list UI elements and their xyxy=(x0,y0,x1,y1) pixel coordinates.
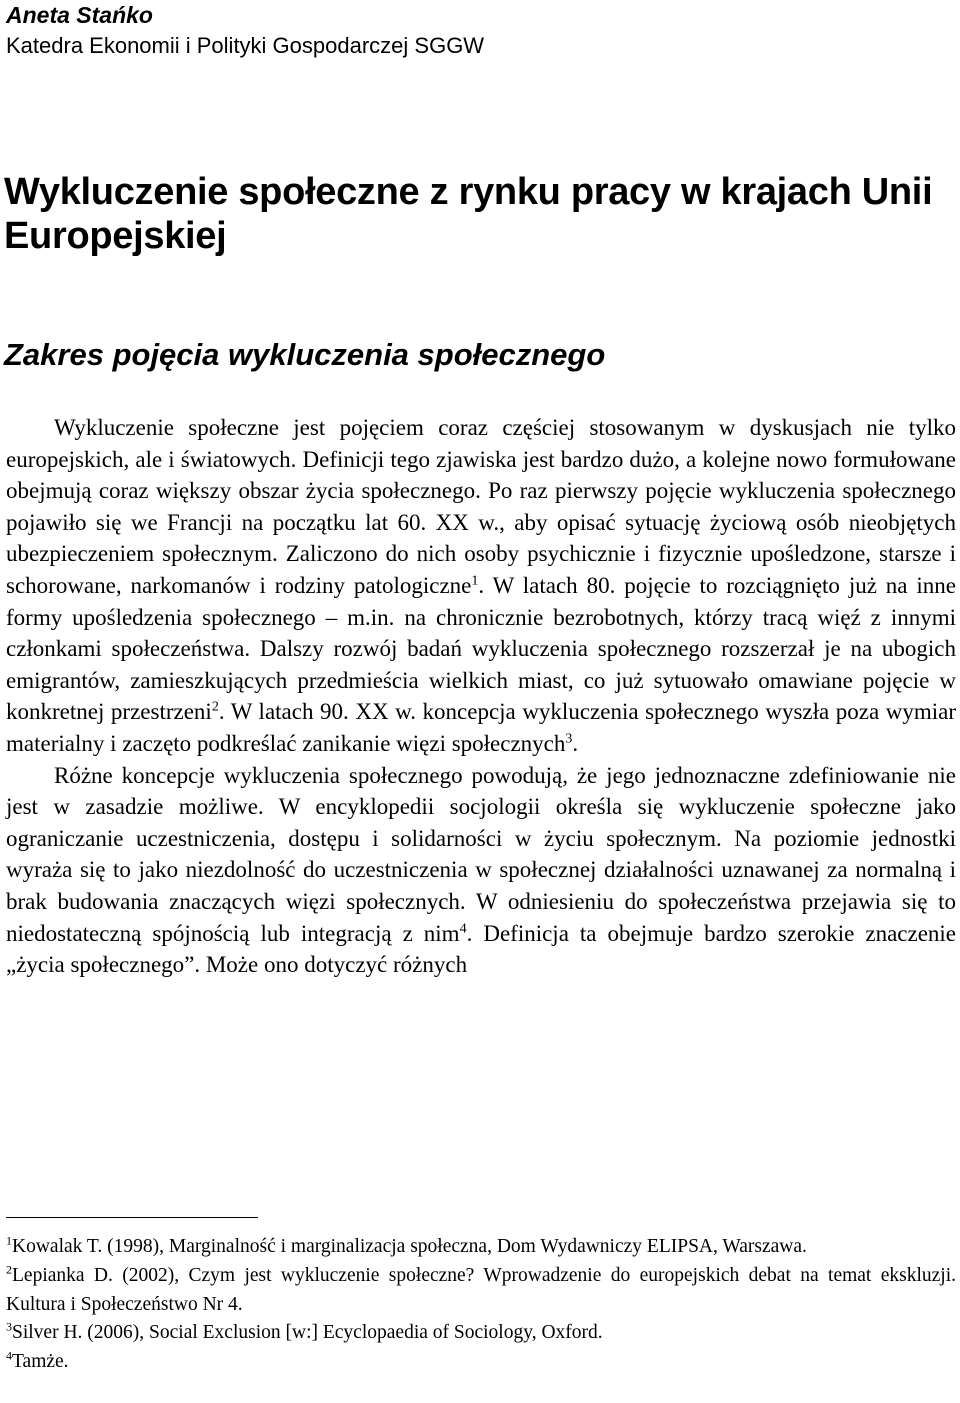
footnote-text: Tamże. xyxy=(12,1351,69,1373)
paragraph-1-text-d: . xyxy=(572,730,579,756)
footnote-1 xyxy=(6,1233,956,1262)
footnote-text: Silver H. (2006), Social Exclusion [w:] Ecyclopaedia of Sociology, Oxford. xyxy=(12,1322,603,1344)
footnote-4 xyxy=(6,1348,956,1377)
footnote-divider xyxy=(6,1217,258,1218)
author-affiliation: Katedra Ekonomii i Polityki Gospodarczej SGGW xyxy=(6,33,485,58)
paragraph-1-text-c: . W latach 90. XX w. koncepcja wykluczenia społecznego wyszła poza wymiar materialny i zaczęto podkreślać zanikanie więzi społecznych xyxy=(6,699,956,756)
footnote-number: 4 xyxy=(6,1348,12,1363)
body-text xyxy=(6,412,956,981)
paragraph-1-text-b: . W latach 80. pojęcie to rozciągnięto już na inne formy upośledzenia społecznego – m.in. na chronicznie bezrobotnych, którzy tracą więź z innymi członkami społeczeństwa. Dalszy rozwój badań wykluczenia społecznego rozszerzał je na ubogich emigrantów, zamieszkujących przedmieścia wielkich miast, co już sytuowało omawiane pojęcie w konkretnej przestrzeni xyxy=(6,572,956,725)
footnote-number: 3 xyxy=(6,1319,12,1334)
footnote-3 xyxy=(6,1319,956,1348)
footnote-ref-4: 4 xyxy=(459,920,467,936)
paragraph-2-text-a: Różne koncepcje wykluczenia społecznego powodują, że jego jednoznaczne zdefiniowanie nie jest w zasadzie możliwe. W encyklopedii socjologii określa się wykluczenie społeczne jako ograniczanie uczestniczenia, dostępu i solidarności w życiu społecznym. Na poziomie jednostki wyraża się to jako niezdolność do uczestniczenia w społecznej działalności uznawanej za normalną i brak budowania znaczących więzi społecznych. W odniesieniu do społeczeństwa przejawia się to niedostateczną spójnością lub integracją z nim xyxy=(6,762,956,946)
footnote-text: Lepianka D. (2002), Czym jest wykluczenie społeczne? Wprowadzenie do europejskich debat na temat ekskluzji. Kultura i Społeczeństwo Nr 4. xyxy=(6,1264,956,1315)
paragraph-2-text-b: . Definicja ta obejmuje bardzo szerokie znaczenie „życia społecznego”. Może ono dotyczyć różnych xyxy=(6,920,956,978)
paragraph-1 xyxy=(6,412,956,760)
paragraph-2 xyxy=(6,760,956,981)
footnote-ref-1: 1 xyxy=(471,573,479,589)
paragraph-1-text-a: Wykluczenie społeczne jest pojęciem coraz częściej stosowanym w dyskusjach nie tylko europejskich, ale i światowych. Definicji tego zjawiska jest bardzo dużo, a kolejne nowo formułowane obejmują coraz większy obszar życia społecznego. Po raz pierwszy pojęcie wykluczenia społecznego pojawiło się we Francji na początku lat 60. XX w., aby opisać sytuację życiową osób nieobjętych ubezpieczeniem społecznym. Zaliczono do nich osoby psychicznie i fizycznie upośledzone, starsze i schorowane, narkomanów i rodziny patologiczne xyxy=(6,415,956,598)
footnote-text: Kowalak T. (1998), Marginalność i marginalizacja społeczna, Dom Wydawniczy ELIPSA, Warszawa. xyxy=(12,1236,807,1257)
footnotes xyxy=(6,1233,956,1377)
footnote-ref-3: 3 xyxy=(565,731,573,747)
footnote-2 xyxy=(6,1262,956,1320)
article-title: Wykluczenie społeczne z rynku pracy w krajach Unii Europejskiej xyxy=(4,171,933,257)
section-heading: Zakres pojęcia wykluczenia społecznego xyxy=(4,337,606,372)
footnote-number: 1 xyxy=(6,1233,12,1248)
footnote-ref-2: 2 xyxy=(211,699,219,715)
footnote-number: 2 xyxy=(6,1262,12,1277)
author-name: Aneta Stańko xyxy=(6,2,153,28)
